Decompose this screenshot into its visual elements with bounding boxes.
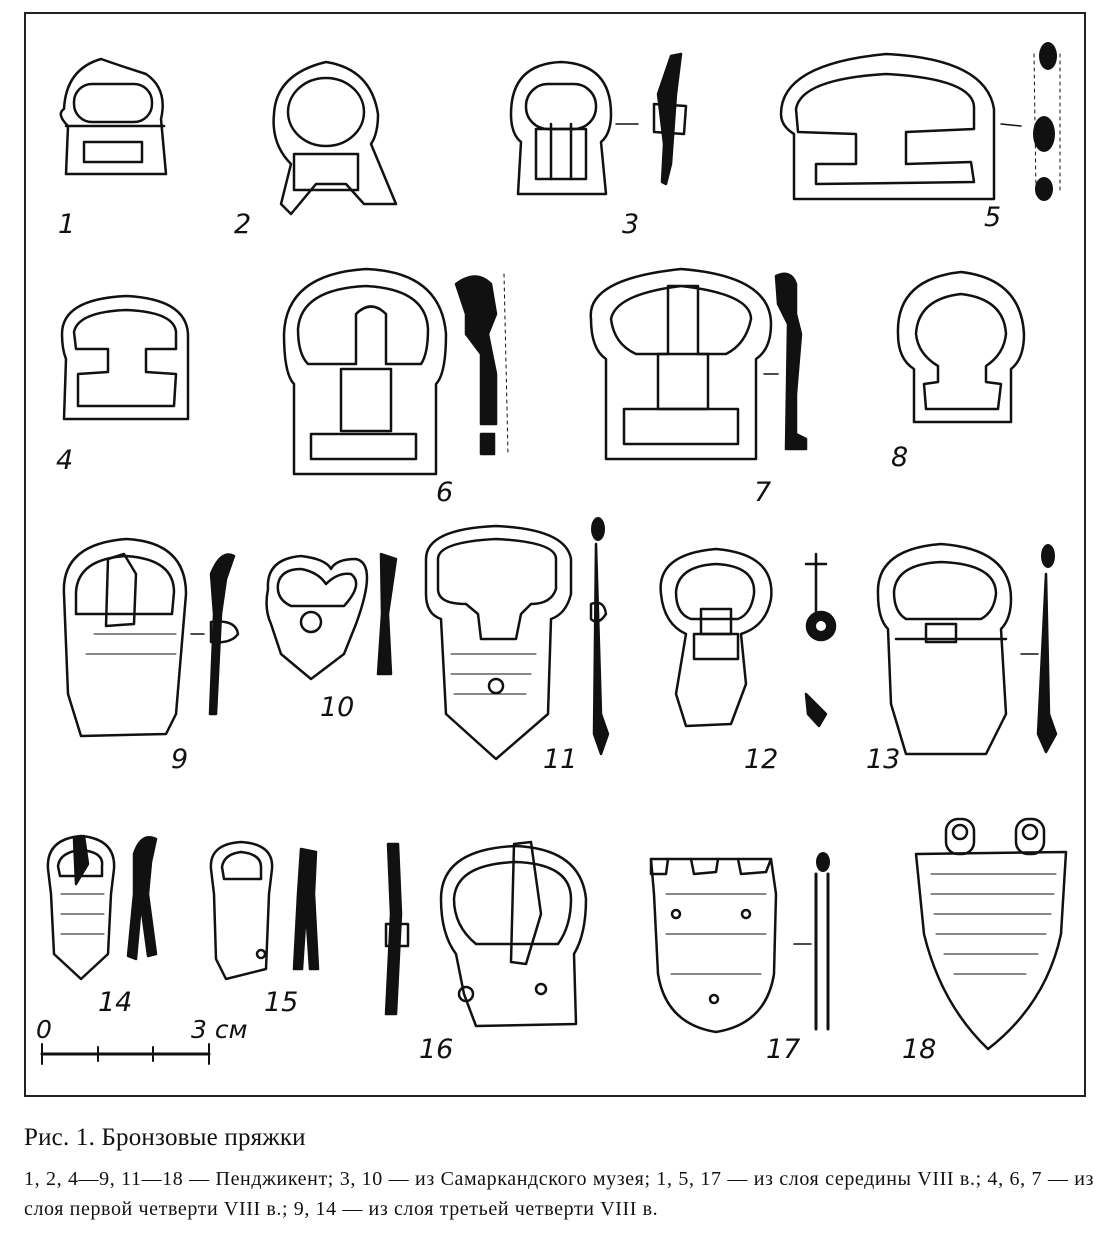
figure-number-9: 9 [171,744,189,775]
buckle-6-drawing [284,269,508,474]
figure-number-11: 11 [543,744,578,775]
buckle-4-drawing [62,296,188,419]
figure-number-6: 6 [436,477,454,508]
scale-bar [42,1044,209,1064]
buckle-7-drawing [591,269,806,459]
figure-number-10: 10 [320,692,355,723]
figure-number-15: 15 [264,987,299,1018]
buckle-15-drawing [211,842,318,979]
figure-number-8: 8 [891,442,909,473]
buckle-13-drawing [878,544,1056,754]
figure-number-2: 2 [234,209,252,240]
buckle-14-drawing [48,836,156,979]
figure-number-16: 16 [419,1034,454,1065]
figure-number-5: 5 [984,202,1002,233]
figure-number-1: 1 [58,209,76,240]
buckle-1-drawing [61,59,166,174]
buckle-2-drawing [274,62,396,214]
buckle-16-drawing [386,842,586,1026]
figure-number-13: 13 [866,744,901,775]
scale-end-label: 3 см [191,1015,248,1044]
figure-plate [24,12,1086,1097]
figure-number-4: 4 [56,445,74,476]
caption-body: 1, 2, 4—9, 11—18 — Пенджикент; 3, 10 — из Самаркандского музея; 1, 5, 17 — из слоя середины VIII в.; 4, 6, 7 — из слоя первой четверти VIII в.; 9, 14 — из слоя третьей четверти VIII в. [24,1168,1094,1220]
figure-caption [24,1112,1094,1224]
figure-number-7: 7 [754,477,772,508]
figure-number-12: 12 [744,744,779,775]
scale-start-label: 0 [36,1015,52,1044]
buckle-11-drawing [426,517,608,759]
figure-number-17: 17 [766,1034,801,1065]
figure-number-14: 14 [98,987,133,1018]
buckle-17-drawing [651,852,830,1032]
buckle-3-drawing [511,54,686,194]
buckle-5-drawing [781,42,1060,201]
figure-number-18: 18 [902,1034,937,1065]
buckle-10-drawing [267,554,396,679]
buckles-drawing [26,14,1088,1099]
figure-number-3: 3 [622,209,640,240]
buckle-9-drawing [64,539,238,736]
buckle-12-drawing [661,549,835,726]
buckle-18-drawing [916,819,1066,1049]
caption-title: Рис. 1. Бронзовые пряжки [24,1124,306,1151]
buckle-8-drawing [898,272,1024,422]
